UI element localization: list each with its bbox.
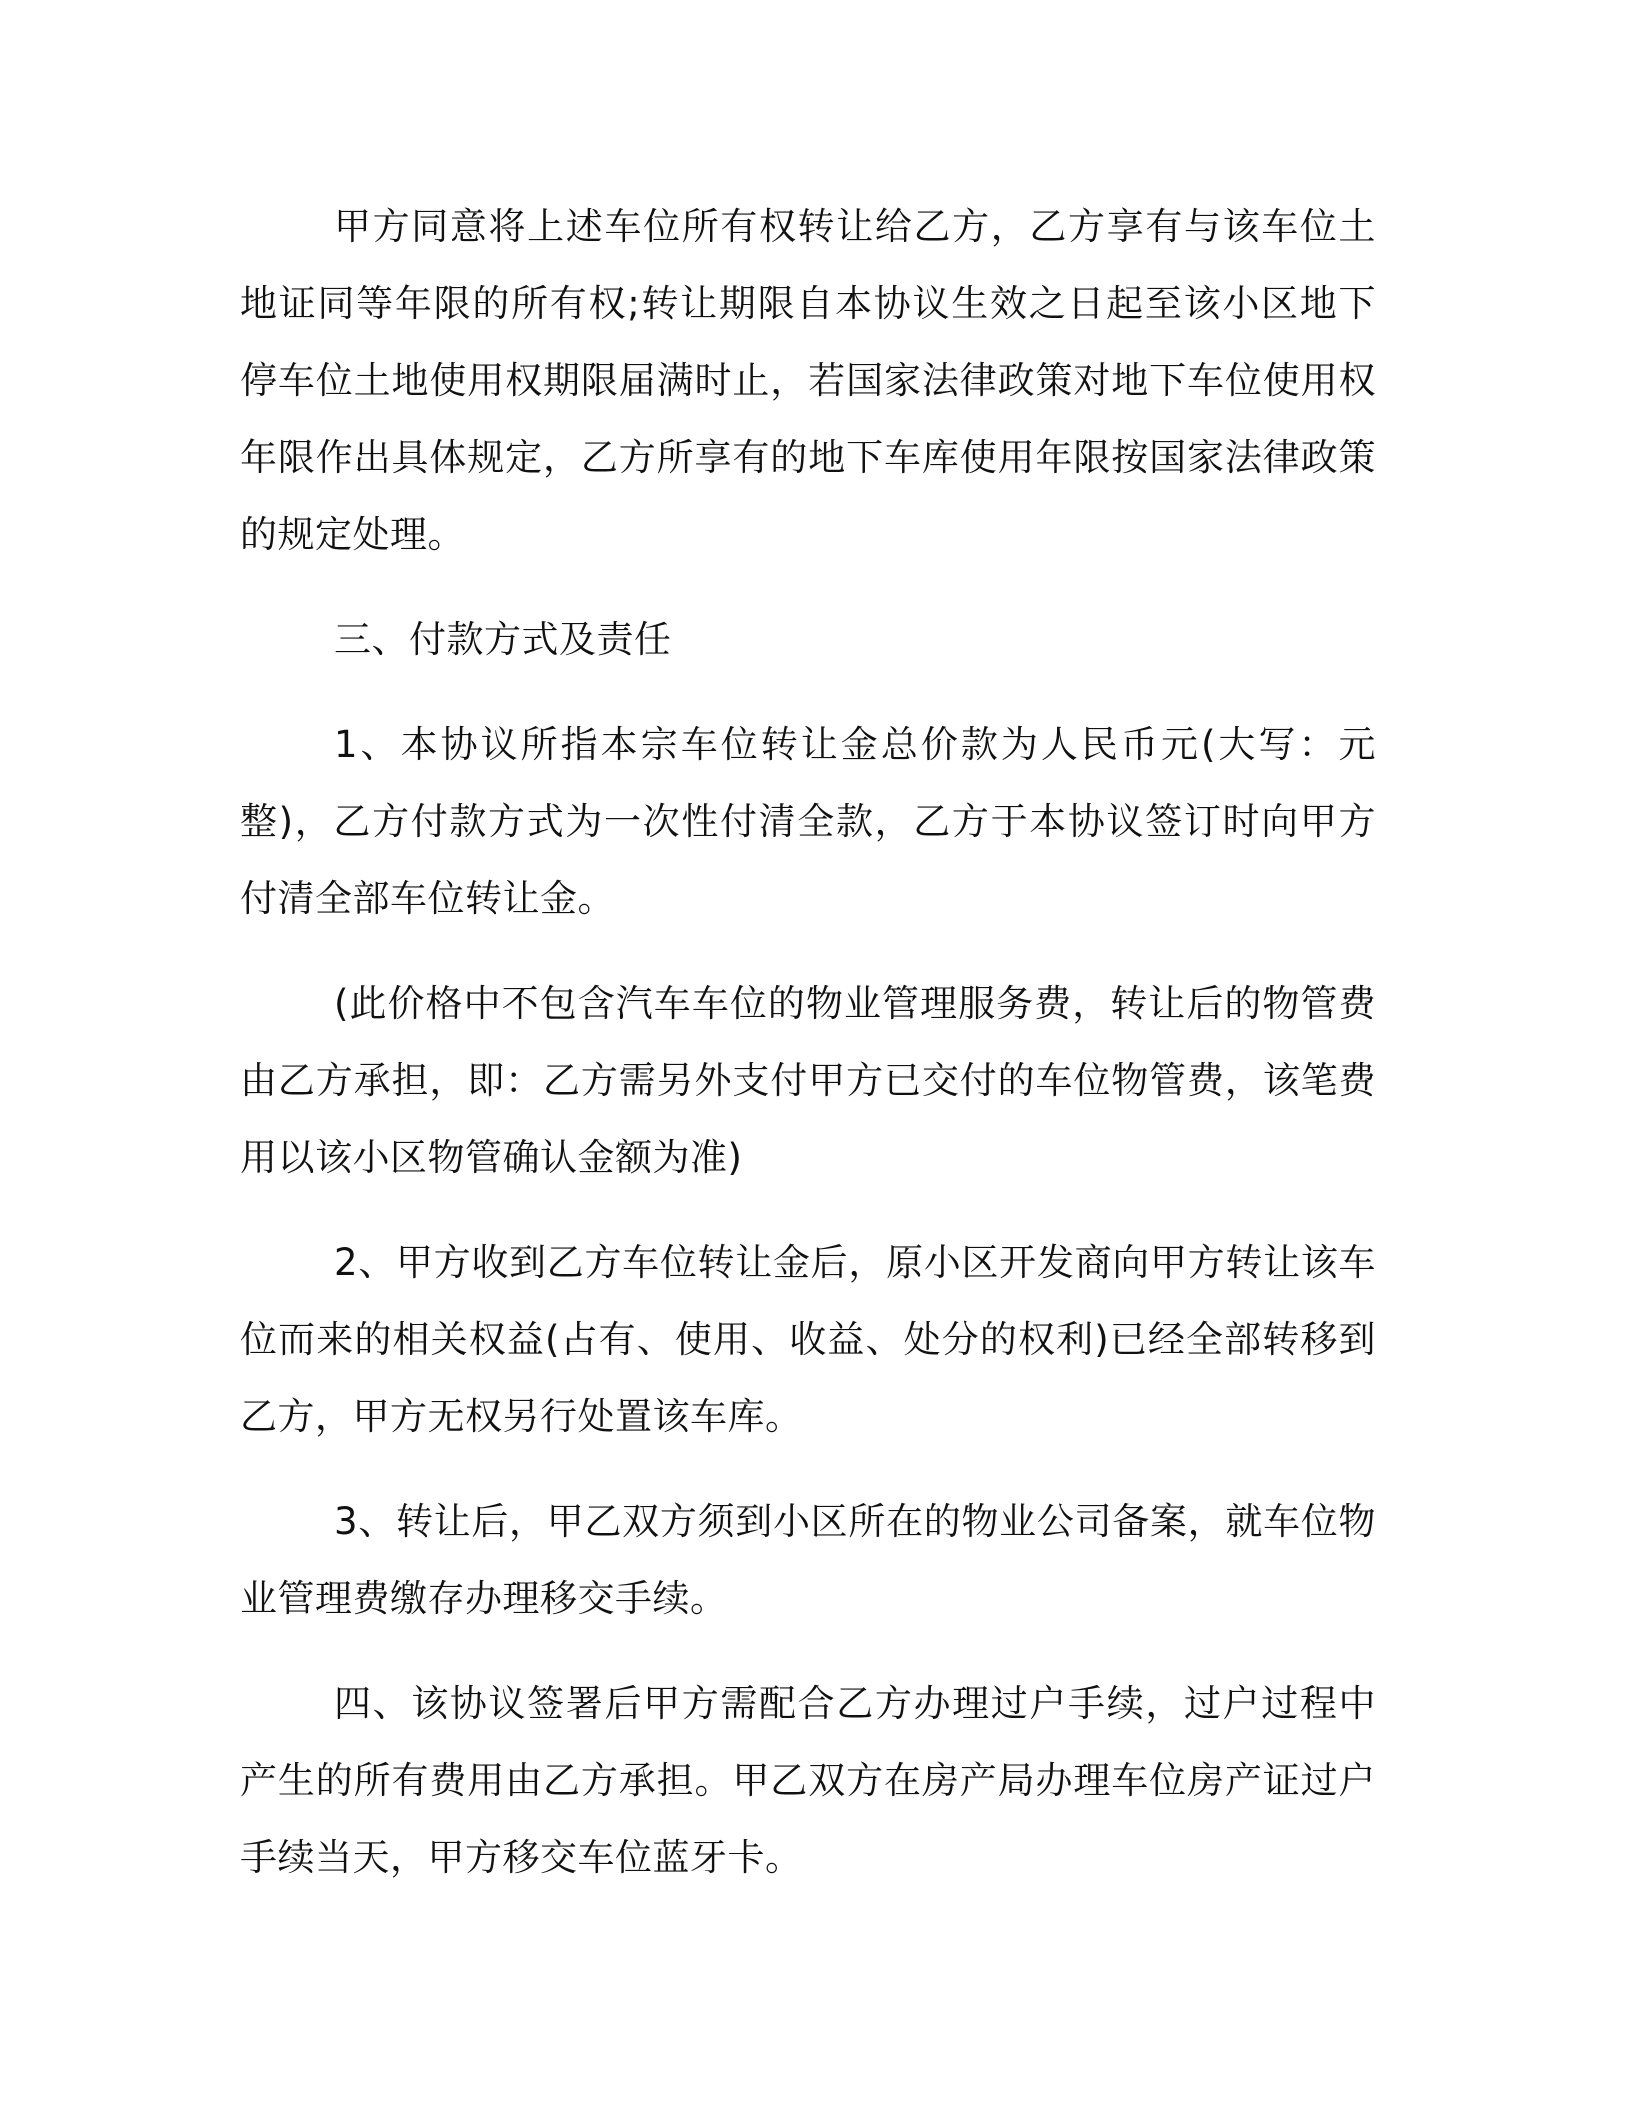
- paragraph-rights-transfer: 2、甲方收到乙方车位转让金后，原小区开发商向甲方转让该车位而来的相关权益(占有、使用、收益、处分的权利)已经全部转移到乙方，甲方无权另行处置该车库。: [240, 1241, 1376, 1438]
- paragraph-payment-amount: 1、本协议所指本宗车位转让金总价款为人民币元(大写：元整)，乙方付款方式为一次性付清全款，乙方于本协议签订时向甲方付清全部车位转让金。: [240, 723, 1376, 920]
- paragraph-property-company-filing: 3、转让后，甲乙双方须到小区所在的物业公司备案，就车位物业管理费缴存办理移交手续。: [240, 1500, 1376, 1620]
- paragraph-ownership-transfer: 甲方同意将上述车位所有权转让给乙方，乙方享有与该车位土地证同等年限的所有权;转让期限自本协议生效之日起至该小区地下停车位土地使用权期限届满时止，若国家法律政策对地下车位使用权年限作出具体规定，乙方所享有的地下车库使用年限按国家法律政策的规定处理。: [240, 205, 1376, 556]
- paragraph-property-fee-note: (此价格中不包含汽车车位的物业管理服务费，转让后的物管费由乙方承担，即：乙方需另外支付甲方已交付的车位物管费，该笔费用以该小区物管确认金额为准): [240, 982, 1376, 1179]
- document-body: [240, 188, 1376, 1924]
- paragraph-title-transfer: 四、该协议签署后甲方需配合乙方办理过户手续，过户过程中产生的所有费用由乙方承担。甲乙双方在房产局办理车位房产证过户手续当天，甲方移交车位蓝牙卡。: [240, 1682, 1376, 1879]
- section-heading-payment: 三、付款方式及责任: [334, 618, 672, 661]
